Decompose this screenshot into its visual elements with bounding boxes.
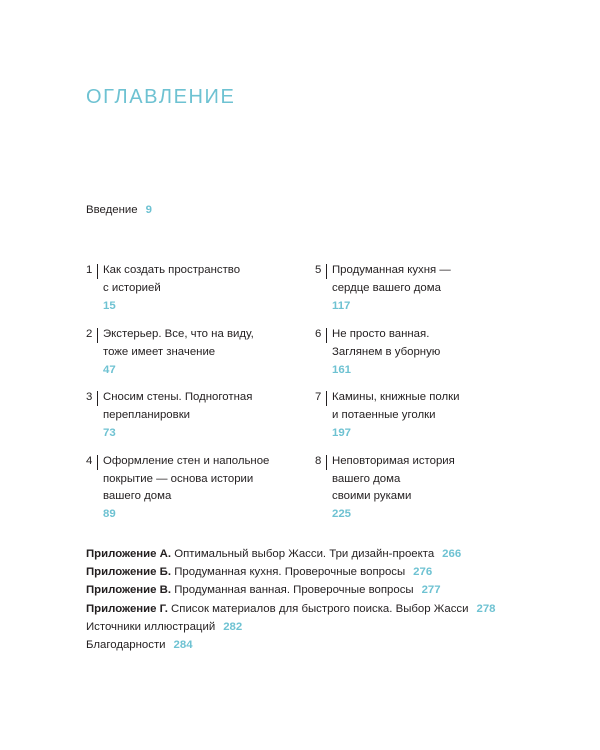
page-title: ОГЛАВЛЕНИЕ xyxy=(86,86,236,108)
chapter-divider xyxy=(326,391,327,406)
appendix-text: Список материалов для быстрого поиска. Выбор Жасси xyxy=(167,602,469,615)
chapter-page: 197 xyxy=(332,426,352,439)
chapter-divider xyxy=(97,264,98,279)
chapter-number: 5 xyxy=(315,264,322,276)
chapter-divider xyxy=(97,328,98,343)
chapter-title: Продуманная кухня — сердце вашего дома xyxy=(332,264,451,294)
chapter-divider xyxy=(326,328,327,343)
chapter-page: 47 xyxy=(103,363,116,376)
toc-acknowledgements[interactable] xyxy=(86,636,496,654)
appendix-label: Приложение Г. xyxy=(86,602,168,615)
appendix-text: Продуманная кухня. Проверочные вопросы xyxy=(171,566,406,579)
chapter-divider xyxy=(326,264,327,279)
appendix-page: 278 xyxy=(476,602,496,615)
extra-text: Источники иллюстраций xyxy=(86,620,216,633)
chapter-divider xyxy=(97,391,98,406)
appendix-page: 277 xyxy=(421,584,441,597)
toc-appendix-a[interactable] xyxy=(86,545,496,563)
toc-intro[interactable] xyxy=(86,204,152,216)
toc-appendix-list xyxy=(86,545,496,654)
appendix-text: Оптимальный выбор Жасси. Три дизайн-проекта xyxy=(171,548,435,560)
toc-intro-page: 9 xyxy=(145,204,152,216)
chapter-page: 225 xyxy=(332,508,352,521)
appendix-page: 266 xyxy=(442,548,462,560)
chapter-title: Камины, книжные полки и потаенные уголки xyxy=(332,391,460,421)
appendix-label: Приложение В. xyxy=(86,584,172,597)
chapter-title: Как создать пространство с историей xyxy=(103,264,241,294)
appendix-page: 276 xyxy=(413,566,433,579)
chapter-number: 3 xyxy=(86,391,93,403)
chapter-number: 2 xyxy=(86,328,93,340)
chapter-number: 8 xyxy=(315,455,322,467)
toc-appendix-g[interactable] xyxy=(86,600,496,618)
chapter-title: Оформление стен и напольное покрытие — основа истории вашего дома xyxy=(103,455,270,503)
chapter-title: Экстерьер. Все, что на виду, тоже имеет значение xyxy=(103,328,254,358)
chapter-page: 89 xyxy=(103,508,116,521)
appendix-label: Приложение Б. xyxy=(86,566,172,579)
chapter-divider xyxy=(97,455,98,470)
chapter-number: 6 xyxy=(315,328,322,340)
chapter-page: 15 xyxy=(103,299,116,312)
chapter-title: Не просто ванная. Заглянем в уборную xyxy=(332,328,441,358)
chapter-page: 117 xyxy=(332,299,351,312)
toc-illustration-sources[interactable] xyxy=(86,618,496,636)
chapter-divider xyxy=(326,455,327,470)
chapter-number: 1 xyxy=(86,264,93,276)
chapter-title: Неповторимая история вашего дома своими руками xyxy=(332,455,455,503)
chapter-title: Сносим стены. Подноготная перепланировки xyxy=(103,391,253,421)
chapter-page: 161 xyxy=(332,363,352,376)
appendix-text: Продуманная ванная. Проверочные вопросы xyxy=(171,584,414,597)
toc-intro-label: Введение xyxy=(86,204,138,216)
extra-text: Благодарности xyxy=(86,639,166,652)
extra-page: 284 xyxy=(173,639,193,652)
appendix-label: Приложение А. xyxy=(86,548,172,560)
toc-appendix-b[interactable] xyxy=(86,563,496,581)
chapter-number: 4 xyxy=(86,455,93,467)
chapter-page: 73 xyxy=(103,426,116,439)
chapter-number: 7 xyxy=(315,391,322,403)
toc-appendix-v[interactable] xyxy=(86,581,496,599)
extra-page: 282 xyxy=(223,620,243,633)
